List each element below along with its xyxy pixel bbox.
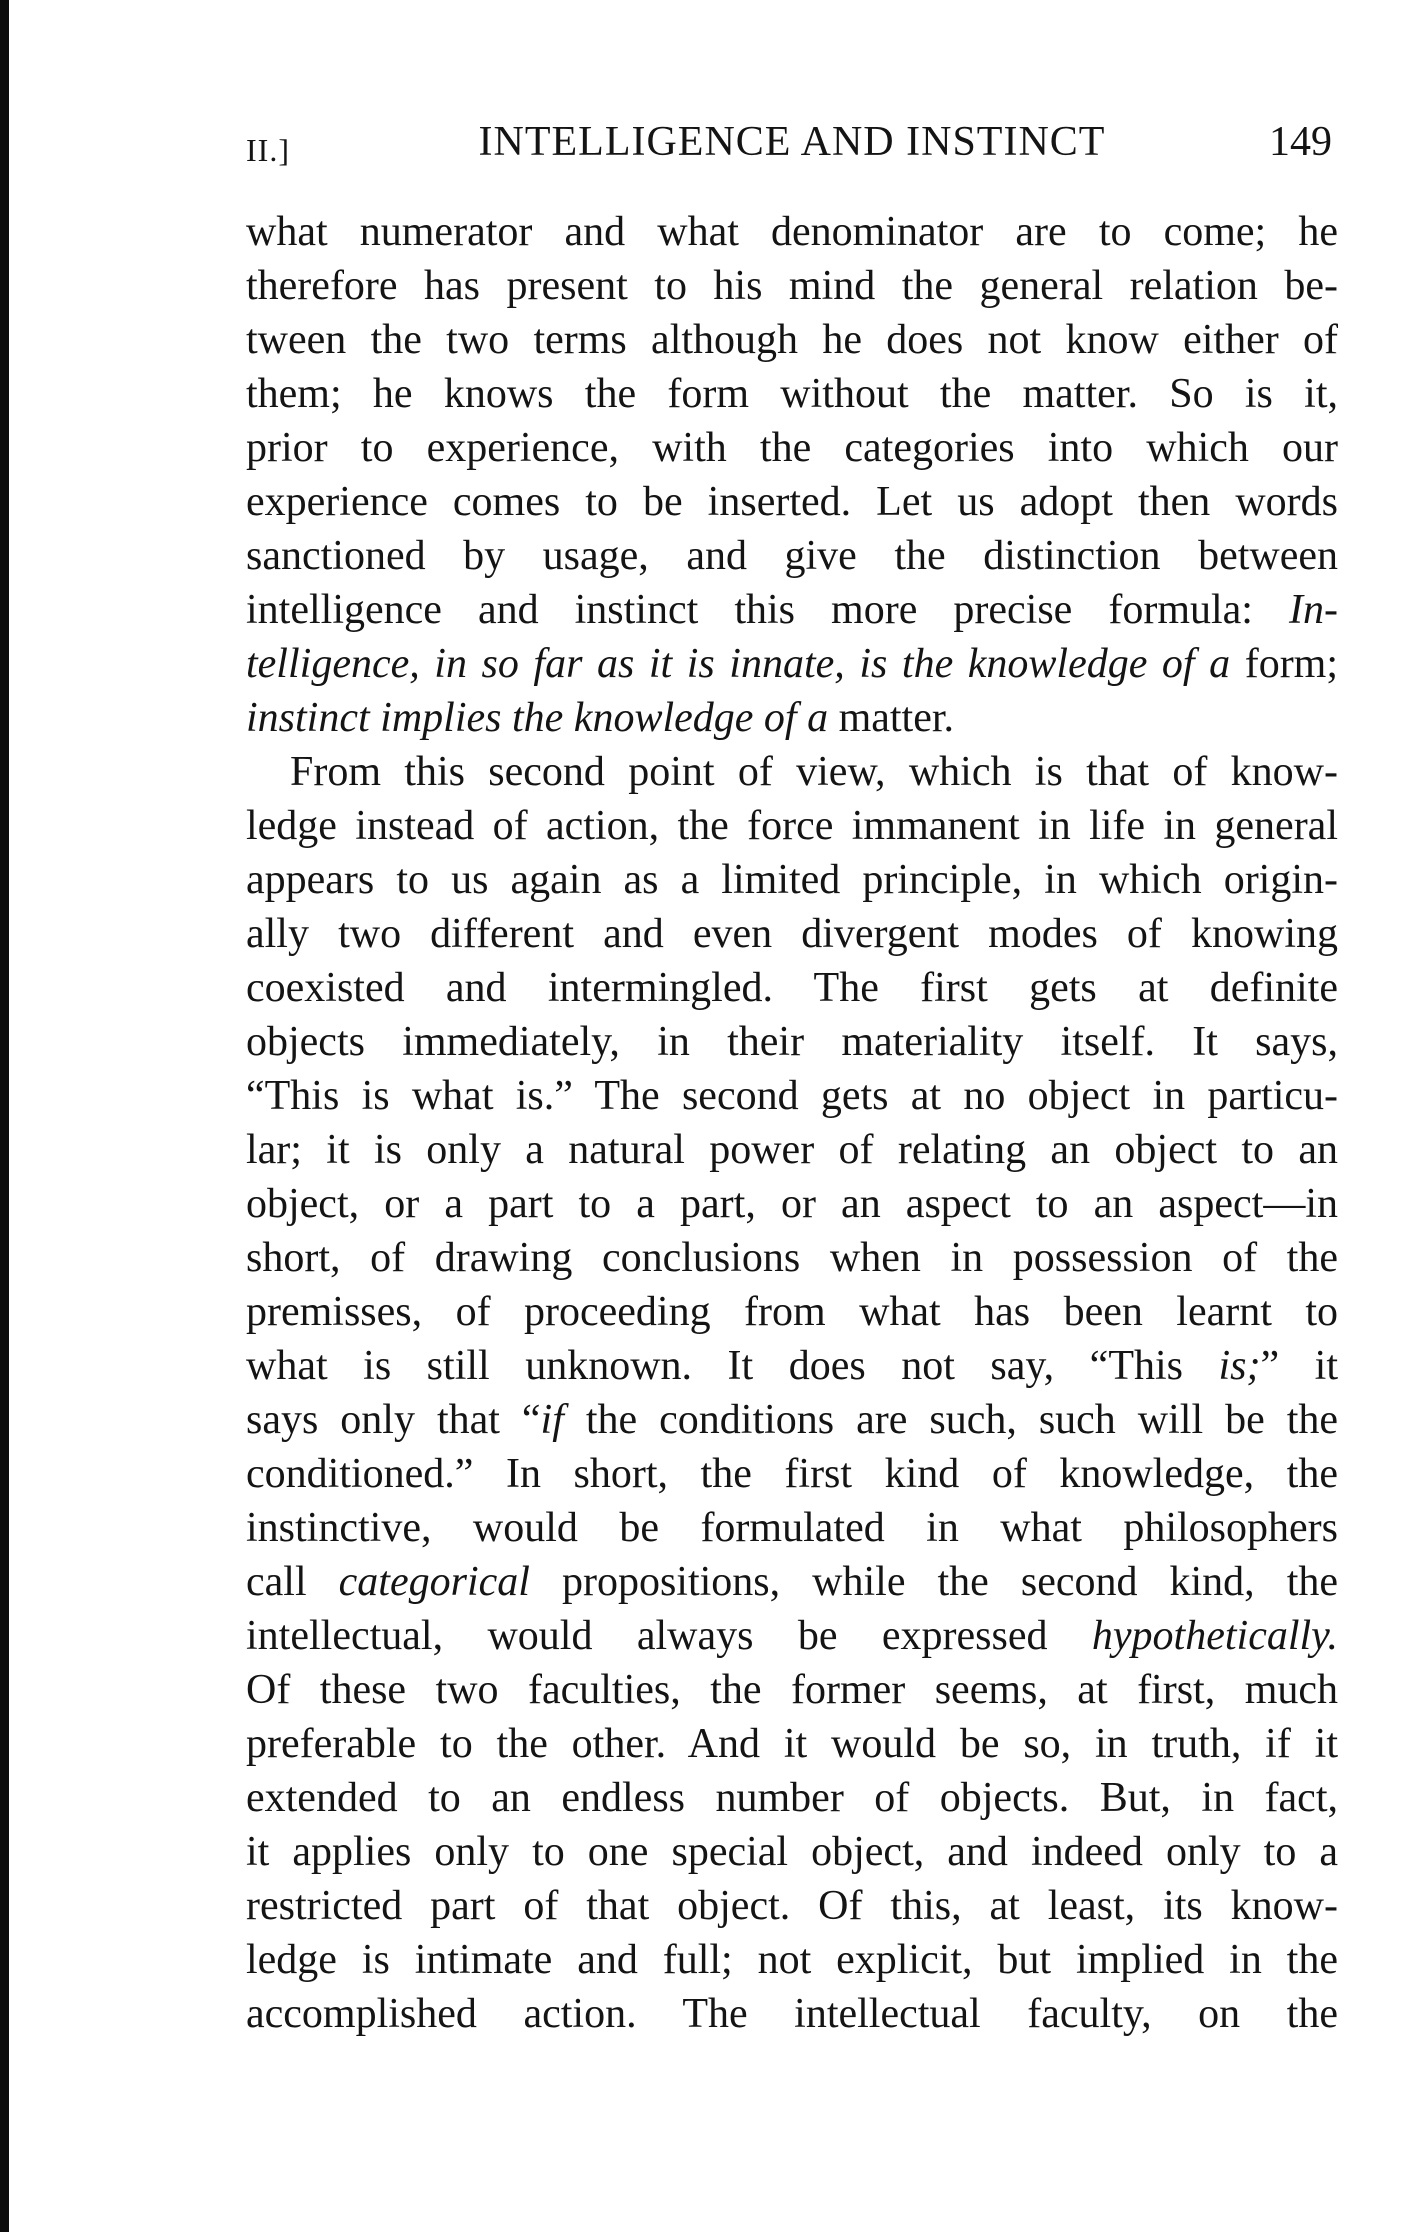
- text-segment: the conditions are such, such will be the: [585, 1397, 1339, 1443]
- text-line: what numerator and what denominator are to come; he: [246, 209, 1338, 255]
- italic-segment: if: [540, 1397, 564, 1443]
- text-line: Of these two faculties, the former seems, at first, much: [246, 1667, 1338, 1713]
- text-segment: propositions, while the second kind, the: [561, 1559, 1339, 1605]
- text-line: [246, 637, 1338, 691]
- text-line: therefore has present to his mind the general relation be-: [246, 263, 1338, 309]
- italic-segment: telligence, in so far as it is innate, is the knowledge of a: [246, 641, 1231, 687]
- text-segment: intelligence and instinct this more precise formula:: [246, 587, 1253, 633]
- text-line: short, of drawing conclusions when in possession of the: [246, 1235, 1338, 1281]
- text-line: [246, 1609, 1338, 1663]
- italic-segment: In-: [1289, 587, 1338, 633]
- text-line: conditioned.” In short, the first kind of knowledge, the: [246, 1451, 1338, 1497]
- italic-segment: instinct implies the knowledge of a: [246, 695, 829, 741]
- running-title: INTELLIGENCE AND INSTINCT: [478, 119, 1106, 165]
- text-segment: call: [246, 1559, 307, 1605]
- text-segment: form;: [1244, 641, 1339, 687]
- text-segment: ” it: [1260, 1343, 1339, 1389]
- text-line: From this second point of view, which is that of know-: [290, 749, 1338, 795]
- italic-segment: is;: [1218, 1343, 1261, 1389]
- text-segment: says only that “: [246, 1397, 541, 1443]
- text-line: [246, 1339, 1338, 1393]
- italic-segment: categorical: [338, 1559, 530, 1605]
- text-line: tween the two terms although he does not know either of: [246, 317, 1338, 363]
- text-segment: matter.: [838, 695, 955, 741]
- text-line: them; he knows the form without the matter. So is it,: [246, 371, 1338, 417]
- text-line: [246, 1555, 1338, 1609]
- italic-segment: hypothetically.: [1091, 1613, 1338, 1659]
- text-line: coexisted and intermingled. The first gets at definite: [246, 965, 1338, 1011]
- text-line: prior to experience, with the categories into which our: [246, 425, 1338, 471]
- text-line: sanctioned by usage, and give the distinction between: [246, 533, 1338, 579]
- text-line: ally two different and even divergent modes of knowing: [246, 911, 1338, 957]
- running-header: [246, 118, 1338, 178]
- text-segment: intellectual, would always be expressed: [246, 1613, 1048, 1659]
- text-line: objects immediately, in their materiality itself. It says,: [246, 1019, 1338, 1065]
- text-line: object, or a part to a part, or an aspect to an aspect—in: [246, 1181, 1338, 1227]
- text-line: ledge is intimate and full; not explicit, but implied in the: [246, 1937, 1338, 1983]
- body-text: [246, 205, 1338, 2041]
- text-line: lar; it is only a natural power of relating an object to an: [246, 1127, 1338, 1173]
- text-line: [246, 1393, 1338, 1447]
- text-line: accomplished action. The intellectual faculty, on the: [246, 1991, 1338, 2037]
- text-line: [246, 691, 1338, 745]
- text-line: experience comes to be inserted. Let us adopt then words: [246, 479, 1338, 525]
- text-segment: what is still unknown. It does not say, “This: [246, 1343, 1183, 1389]
- text-line: extended to an endless number of objects. But, in fact,: [246, 1775, 1338, 1821]
- chapter-number: II.]: [246, 132, 290, 168]
- text-line: appears to us again as a limited principle, in which origin-: [246, 857, 1338, 903]
- text-line: premisses, of proceeding from what has been learnt to: [246, 1289, 1338, 1335]
- text-line: it applies only to one special object, and indeed only to a: [246, 1829, 1338, 1875]
- page-number: 149: [1269, 119, 1332, 165]
- text-line: ledge instead of action, the force immanent in life in general: [246, 803, 1338, 849]
- text-line: “This is what is.” The second gets at no object in particu-: [246, 1073, 1338, 1119]
- text-line: [246, 583, 1338, 637]
- scan-edge: [0, 0, 9, 2232]
- text-line: instinctive, would be formulated in what philosophers: [246, 1505, 1338, 1551]
- text-line: preferable to the other. And it would be so, in truth, if it: [246, 1721, 1338, 1767]
- text-line: restricted part of that object. Of this, at least, its know-: [246, 1883, 1338, 1929]
